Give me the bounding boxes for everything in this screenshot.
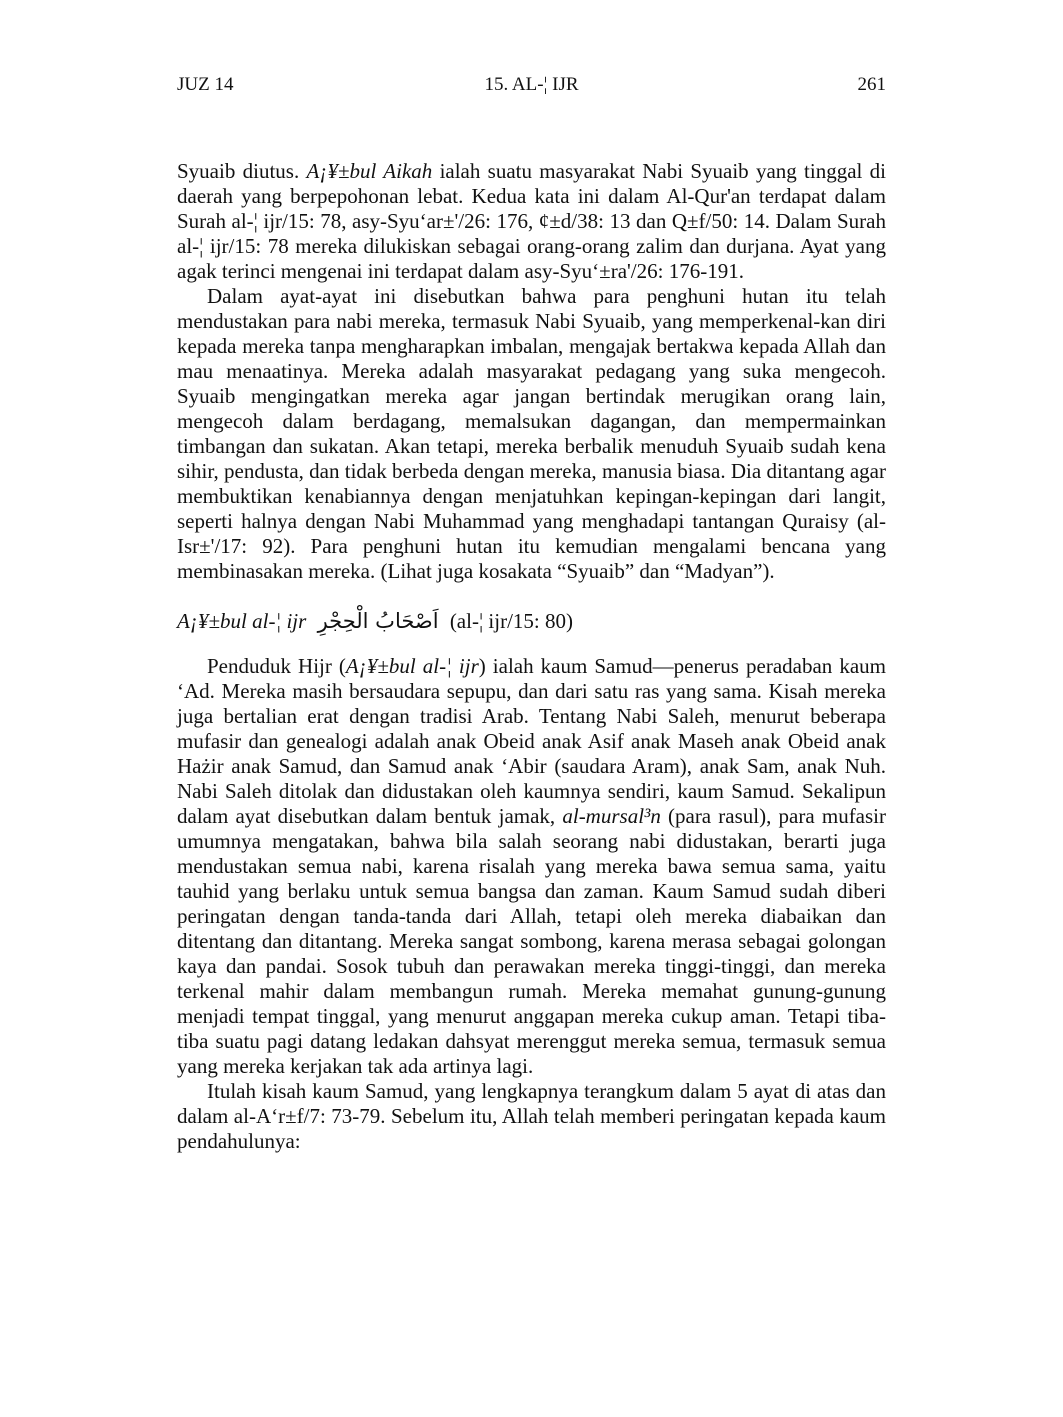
- surah-title: 15. AL-¦ IJR: [484, 74, 579, 95]
- entry-heading: [177, 606, 886, 636]
- heading-reference: (al-¦ ijr/15: 80): [449, 609, 573, 633]
- heading-arabic: اَصْحَابُ الْحِجْرِ: [317, 609, 439, 633]
- page-number: 261: [857, 74, 886, 95]
- paragraph-kisah-samud: Itulah kisah kaum Samud, yang lengkapnya terangkum dalam 5 ayat di atas dan dalam al-A‘r±f/7: 73-79. Sebelum itu, Allah telah memberi peringatan kepada kaum pendahulunya:: [177, 1079, 886, 1153]
- paragraph-penghuni-hutan: Dalam ayat-ayat ini disebutkan bahwa para penghuni hutan itu telah mendustakan para nabi mereka, termasuk Nabi Syuaib, yang memperkenal-kan diri kepada mereka tanpa mengharapkan imbalan, mengajak bertakwa kepada Allah dan mau menaatinya. Mereka adalah masyarakat pedagang yang suka mengecoh. Syuaib mengingatkan mereka agar jangan bertindak merugikan orang lain, mengecoh dalam berdagang, memalsukan dagangan, dan mempermainkan timbangan dan sukatan. Akan tetapi, mereka berbalik menuduh Syuaib sudah kena sihir, pendusta, dan tidak berbeda dengan mereka, manusia biasa. Dia ditantang agar membuktikan kenabiannya dengan menjatuhkan kepingan-kepingan dari langit, seperti halnya dengan Nabi Muhammad yang menghadapi tantangan Quraisy (al-Isr±'/17: 92). Para penghuni hutan itu kemudian mengalami bencana yang membinasakan mereka. (Lihat juga kosakata “Syuaib” dan “Madyan”).: [177, 284, 886, 583]
- juz-label: JUZ 14: [177, 74, 234, 95]
- italic-term: A¡¥±bul Aikah: [306, 159, 433, 183]
- text-run: Syuaib diutus.: [177, 159, 307, 183]
- text-run: ) ialah kaum Samud—penerus peradaban kaum ‘Ad. Mereka masih bersaudara sepupu, dan dari satu ras yang sama. Kisah mereka juga bertalian erat dengan tradisi Arab. Tentang Nabi Saleh, menurut beberapa mufasir dan genealogi adalah anak Obeid anak Asif anak Maseh anak Obeid anak Hażir anak Samud, dan Samud anak ‘Abir (saudara Aram), anak Sam, anak Nuh. Nabi Saleh ditolak dan didustakan oleh kaumnya sendiri, kaum Samud. Sekalipun dalam ayat disebutkan dalam bentuk jamak,: [177, 654, 886, 828]
- heading-term: A¡¥±bul al-¦ ijr: [177, 609, 307, 633]
- paragraph-penduduk-hijr: [177, 654, 886, 1079]
- italic-term: al-mursal³n: [562, 804, 661, 828]
- italic-term: A¡¥±bul al-¦ ijr: [345, 654, 479, 678]
- text-run: Penduduk Hijr (: [207, 654, 346, 678]
- page-body: [177, 159, 886, 1154]
- page-header: [177, 74, 886, 104]
- paragraph-aikah: [177, 159, 886, 284]
- text-run: ialah suatu masyarakat Nabi Syuaib yang tinggal di daerah yang berpepohonan lebat. Kedua kata ini dalam Al-Qur'an terdapat dalam Surah al-¦ ijr/15: 78, asy-Syu‘ar±'/26: 176, ¢±d/38: 13 dan Q±f/50: 14. Dalam Surah al-¦ ijr/15: 78 mereka dilukiskan sebagai orang-orang zalim dan durjana. Ayat yang agak terinci mengenai ini terdapat dalam asy-Syu‘±ra'/26: 176-191.: [177, 159, 887, 283]
- text-run: (para rasul), para mufasir umumnya mengatakan, bahwa bila salah seorang nabi didustakan, berarti juga mendustakan semua nabi, karena risalah yang mereka bawa semua sama, yaitu tauhid yang berlaku untuk semua bangsa dan zaman. Kaum Samud sudah diberi peringatan dengan tanda-tanda dari Allah, tetapi oleh mereka diabaikan dan ditentang dan ditantang. Mereka sangat sombong, karena merasa sebagai golongan kaya dan pandai. Sosok tubuh dan perawakan mereka tinggi-tinggi, dan mereka terkenal mahir dalam membangun rumah. Mereka memahat gunung-gunung menjadi tempat tinggal, yang menurut anggapan mereka cukup aman. Tetapi tiba-tiba suatu pagi datang ledakan dahsyat merenggut mereka semua, termasuk semua yang mereka kerjakan tak ada artinya lagi.: [177, 804, 887, 1078]
